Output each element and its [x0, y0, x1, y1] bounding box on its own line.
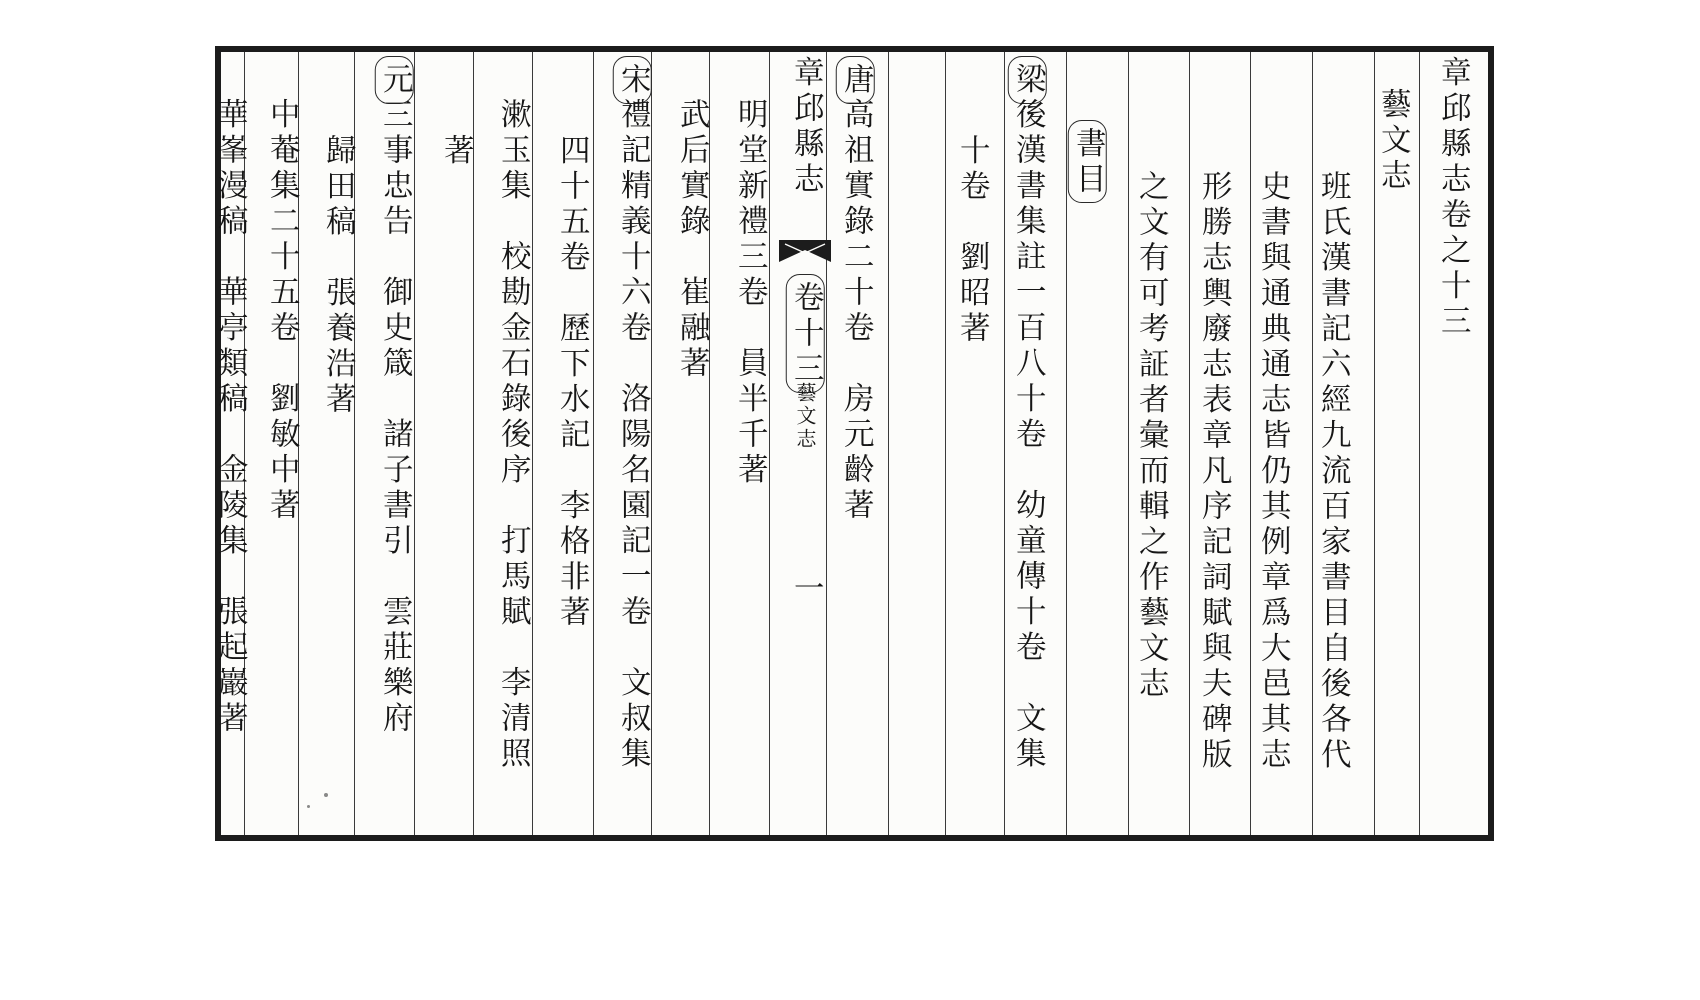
entry-text: 十卷 劉昭著: [954, 134, 990, 347]
intro-column-1: [1302, 52, 1362, 835]
entry-text: 高祖實錄二十卷 房元齡著: [838, 98, 874, 524]
column-rule: [888, 52, 889, 835]
intro-line: 形勝志輿廢志表章凡序記詞賦與夫碑版: [1196, 170, 1232, 774]
entry-text: 四十五卷 歷下水記 李格非著: [554, 134, 590, 631]
entry-column: [719, 52, 779, 835]
fold-center: [775, 52, 835, 835]
ink-spot: [324, 793, 328, 797]
volume-label: 卷十三: [786, 274, 825, 393]
intro-column-3: [1183, 52, 1243, 835]
volume-title: 章邱縣志卷之十三: [1435, 56, 1471, 340]
entry-text: 三事忠告 御史箴 諸子書引 雲莊樂府: [377, 98, 413, 737]
dynasty-label: 唐: [836, 56, 875, 104]
entry-text: 禮記精義十六卷 洛陽名園記一卷 文叔集: [615, 98, 651, 773]
sub-heading: 書目: [1068, 120, 1107, 203]
fold-section-label: 藝文志: [793, 382, 817, 451]
page-number: 一: [788, 572, 824, 608]
entry-text: 歸田稿 張養浩著: [320, 134, 356, 418]
entry-text: 華峯漫稿 華亭類稿 金陵集 張起巖著: [212, 98, 248, 737]
intro-column-2: [1242, 52, 1302, 835]
dynasty-label: 梁: [1008, 56, 1047, 104]
ink-spot: [307, 805, 310, 808]
book-title: 章邱縣志: [788, 56, 824, 198]
entry-column: [661, 52, 721, 835]
fish-tail-ornament: [779, 240, 831, 266]
entry-column-1: [997, 52, 1057, 835]
entry-text: 著: [438, 134, 474, 170]
book-page: [212, 46, 1494, 841]
entry-column: [602, 52, 662, 835]
entry-column: [251, 52, 311, 835]
entry-column: [199, 52, 259, 835]
entry-column: [364, 52, 424, 835]
section-heading: 藝文志: [1375, 88, 1411, 195]
sub-heading-column: [1057, 52, 1117, 835]
entry-text: 明堂新禮三卷 員半千著: [732, 98, 768, 489]
dynasty-label: 元: [375, 56, 414, 104]
entry-column: [541, 52, 601, 835]
title-column: [1422, 52, 1482, 835]
entry-text: 漱玉集 校勘金石錄後序 打馬賦 李清照: [495, 98, 531, 773]
intro-line: 之文有可考証者彙而輯之作藝文志: [1133, 170, 1169, 703]
intro-line: 史書與通典通志皆仍其例章爲大邑其志: [1255, 170, 1291, 774]
intro-line: 班氏漢書記六經九流百家書目自後各代: [1315, 170, 1351, 774]
entry-column: [482, 52, 542, 835]
entry-column: [425, 52, 485, 835]
entry-column: [307, 52, 367, 835]
dynasty-label: 宋: [613, 56, 652, 104]
entry-text: 中菴集二十五卷 劉敏中著: [264, 98, 300, 524]
intro-column-4: [1120, 52, 1180, 835]
entry-text: 武后實錄 崔融著: [674, 98, 710, 382]
entry-text: 後漢書集註一百八十卷 幼童傳十卷 文集: [1010, 98, 1046, 773]
entry-column-2: [941, 52, 1001, 835]
section-heading-column: [1362, 52, 1422, 835]
